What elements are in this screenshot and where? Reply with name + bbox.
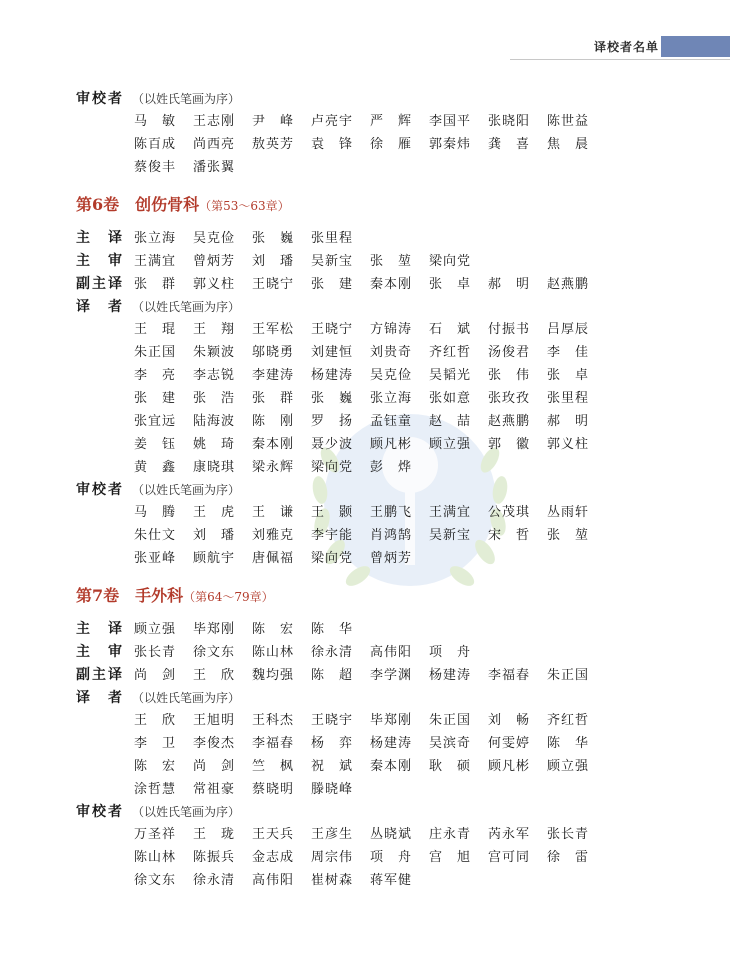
person-name: 方锦涛 [370,322,413,337]
person-name: 张里程 [547,391,590,406]
person-name: 陈振兵 [193,850,236,865]
person-name: 王 欣 [193,668,236,683]
person-name: 陈 宏 [134,759,177,774]
person-name: 梁向党 [429,254,472,269]
person-name: 王满宜 [429,505,472,520]
person-name: 杨 弈 [311,736,354,751]
role-label: 主 译 [76,230,124,246]
role-row [76,273,636,296]
header-rule [510,59,730,60]
ordering-note: （以姓氏笔画为序） [132,483,241,497]
ordering-note: （以姓氏笔画为序） [132,92,241,106]
person-name: 张 建 [311,277,354,292]
person-name: 曾炳芳 [193,254,236,269]
person-name: 王晓宇 [311,713,354,728]
person-name: 丛雨轩 [547,505,590,520]
person-name: 张 巍 [311,391,354,406]
role-label: 译 者 [76,299,124,315]
person-name: 张 浩 [193,391,236,406]
person-name: 王旭明 [193,713,236,728]
person-name: 张 伟 [488,368,531,383]
person-name: 张晓阳 [488,114,531,129]
person-name: 王鹏飞 [370,505,413,520]
person-name: 丛晓斌 [370,827,413,842]
person-name: 聂少波 [311,437,354,452]
person-name: 陆海波 [193,414,236,429]
person-name: 王晓宁 [311,322,354,337]
person-name: 李 亮 [134,368,177,383]
person-name: 石 斌 [429,322,472,337]
person-name: 张亚峰 [134,551,177,566]
person-name: 顾航宇 [193,551,236,566]
person-name: 陈世益 [547,114,590,129]
person-name: 朱颖波 [193,345,236,360]
person-name: 王天兵 [252,827,295,842]
person-name: 耿 硕 [429,759,472,774]
person-name: 王 虎 [193,505,236,520]
person-name: 马 敏 [134,114,177,129]
person-name: 孟钰童 [370,414,413,429]
person-name: 高伟阳 [252,873,295,888]
ordering-note: （以姓氏笔画为序） [132,691,241,705]
person-name: 齐红哲 [429,345,472,360]
person-name: 宫 旭 [429,850,472,865]
person-name: 唐佩福 [252,551,295,566]
person-name: 刘建恒 [311,345,354,360]
volume-name: 第6卷 创伤骨科 [76,195,200,214]
person-name: 张立海 [134,231,177,246]
person-name: 赵 喆 [429,414,472,429]
person-name: 李俊杰 [193,736,236,751]
person-name: 焦 晨 [547,137,590,152]
person-name: 罗 扬 [311,414,354,429]
volume-chapters: （第64～79章） [183,590,274,604]
person-name: 朱仕文 [134,528,177,543]
role-label: 审校者 [76,91,124,107]
person-name: 郭 徽 [488,437,531,452]
person-name: 杨建涛 [370,736,413,751]
person-name: 公茂琪 [488,505,531,520]
role-label: 主 审 [76,644,124,660]
role-row [76,664,636,687]
person-name: 严 辉 [370,114,413,129]
person-name: 毕郑刚 [370,713,413,728]
person-name: 马 腾 [134,505,177,520]
person-name: 芮永军 [488,827,531,842]
person-name: 徐 雁 [370,137,413,152]
person-name: 杨建涛 [429,668,472,683]
person-name: 龚 喜 [488,137,531,152]
person-name: 刘 璠 [252,254,295,269]
person-name: 杨建涛 [311,368,354,383]
person-name: 张 建 [134,391,177,406]
person-name: 陈山林 [134,850,177,865]
person-name: 陈百成 [134,137,177,152]
person-name: 王 欣 [134,713,177,728]
person-name: 徐永清 [193,873,236,888]
person-name: 张长青 [547,827,590,842]
role-row [76,88,636,179]
person-name: 吕厚辰 [547,322,590,337]
role-label: 副主译 [76,667,124,683]
person-name: 秦本刚 [370,277,413,292]
person-name: 项 舟 [429,645,472,660]
person-name: 徐文东 [193,645,236,660]
volume-title [76,584,636,608]
person-name: 郝 明 [547,414,590,429]
header-color-tab [661,36,730,57]
person-name: 邬晓勇 [252,345,295,360]
person-name: 张宜远 [134,414,177,429]
person-name: 赵燕鹏 [547,277,590,292]
person-name: 张 群 [252,391,295,406]
running-header-title: 译校者名单 [594,40,660,54]
name-grid [134,618,636,641]
person-name: 金志成 [252,850,295,865]
person-name: 徐永清 [311,645,354,660]
person-name: 王军松 [252,322,295,337]
person-name: 陈 华 [311,622,354,637]
person-name: 顾立强 [134,622,177,637]
person-name: 高伟阳 [370,645,413,660]
person-name: 敖英芳 [252,137,295,152]
person-name: 卢亮宇 [311,114,354,129]
person-name: 王科杰 [252,713,295,728]
person-name: 秦本刚 [370,759,413,774]
person-name: 蔡晓明 [252,782,295,797]
person-name: 姚 琦 [193,437,236,452]
person-name: 宫可同 [488,850,531,865]
person-name: 李建涛 [252,368,295,383]
volume-section [76,584,636,892]
person-name: 尚 剑 [193,759,236,774]
person-name: 潘张翼 [193,160,236,175]
person-name: 尚西亮 [193,137,236,152]
person-name: 李志锐 [193,368,236,383]
volume-title [76,193,636,217]
person-name: 滕晓峰 [311,782,354,797]
person-name: 祝 斌 [311,759,354,774]
person-name: 郝 明 [488,277,531,292]
person-name: 徐文东 [134,873,177,888]
person-name: 梁永辉 [252,460,295,475]
person-name: 吴克俭 [193,231,236,246]
person-name: 姜 钰 [134,437,177,452]
person-name: 袁 锋 [311,137,354,152]
volume-section [76,193,636,570]
person-name: 徐 雷 [547,850,590,865]
person-name: 付振书 [488,322,531,337]
person-name: 李学渊 [370,668,413,683]
person-name: 陈 超 [311,668,354,683]
person-name: 李国平 [429,114,472,129]
person-name: 王晓宁 [252,277,295,292]
person-name: 张 群 [134,277,177,292]
person-name: 陈 宏 [252,622,295,637]
person-name: 毕郑刚 [193,622,236,637]
volume-chapters: （第53～63章） [199,199,290,213]
person-name: 顾凡彬 [370,437,413,452]
person-name: 张 卓 [429,277,472,292]
person-name: 肖鸿鹄 [370,528,413,543]
person-name: 张 巍 [252,231,295,246]
person-name: 陈 华 [547,736,590,751]
person-name: 王 谦 [252,505,295,520]
person-name: 张长青 [134,645,177,660]
person-name: 曾炳芳 [370,551,413,566]
person-name: 郭秦炜 [429,137,472,152]
name-grid [134,296,636,479]
person-name: 常祖豪 [193,782,236,797]
person-name: 涂哲慧 [134,782,177,797]
person-name: 张如意 [429,391,472,406]
person-name: 郭义柱 [547,437,590,452]
person-name: 彭 烨 [370,460,413,475]
person-name: 顾立强 [547,759,590,774]
person-name: 何雯婷 [488,736,531,751]
person-name: 王满宜 [134,254,177,269]
role-label: 主 译 [76,621,124,637]
person-name: 陈 刚 [252,414,295,429]
person-name: 吴新宝 [311,254,354,269]
name-grid [134,664,636,687]
role-row [76,687,636,801]
person-name: 王 珑 [193,827,236,842]
person-name: 吴新宝 [429,528,472,543]
person-name: 崔树森 [311,873,354,888]
name-grid [134,250,636,273]
name-grid [134,227,636,250]
person-name: 梁向党 [311,460,354,475]
person-name: 尹 峰 [252,114,295,129]
person-name: 张 堃 [547,528,590,543]
person-name: 朱正国 [134,345,177,360]
person-name: 王 颢 [311,505,354,520]
person-name: 顾立强 [429,437,472,452]
person-name: 王志刚 [193,114,236,129]
volume-section [76,88,636,179]
person-name: 朱正国 [429,713,472,728]
volume-name: 第7卷 手外科 [76,586,184,605]
person-name: 李宇能 [311,528,354,543]
role-row [76,618,636,641]
person-name: 魏均强 [252,668,295,683]
role-label: 主 审 [76,253,124,269]
person-name: 朱正国 [547,668,590,683]
person-name: 庄永青 [429,827,472,842]
person-name: 刘 畅 [488,713,531,728]
person-name: 刘 璠 [193,528,236,543]
person-name: 尚 剑 [134,668,177,683]
person-name: 陈山林 [252,645,295,660]
role-label: 审校者 [76,804,124,820]
person-name: 张玫孜 [488,391,531,406]
person-name: 张立海 [370,391,413,406]
person-name: 汤俊君 [488,345,531,360]
person-name: 张里程 [311,231,354,246]
name-grid [134,273,636,296]
person-name: 吴滨奇 [429,736,472,751]
person-name: 秦本刚 [252,437,295,452]
role-label: 译 者 [76,690,124,706]
person-name: 顾凡彬 [488,759,531,774]
person-name: 吴韬光 [429,368,472,383]
person-name: 蔡俊丰 [134,160,177,175]
person-name: 李 卫 [134,736,177,751]
person-name: 李福春 [488,668,531,683]
person-name: 王 琨 [134,322,177,337]
person-name: 刘贵奇 [370,345,413,360]
role-row [76,479,636,570]
person-name: 赵燕鹏 [488,414,531,429]
person-name: 李福春 [252,736,295,751]
person-name: 王彦生 [311,827,354,842]
ordering-note: （以姓氏笔画为序） [132,300,241,314]
role-row [76,250,636,273]
role-label: 审校者 [76,482,124,498]
person-name: 张 卓 [547,368,590,383]
person-name: 王 翔 [193,322,236,337]
name-grid [134,641,636,664]
name-list-content [76,88,636,906]
role-row [76,227,636,250]
person-name: 黄 鑫 [134,460,177,475]
person-name: 蒋军健 [370,873,413,888]
role-row [76,801,636,892]
person-name: 万圣祥 [134,827,177,842]
person-name: 康晓琪 [193,460,236,475]
role-row [76,641,636,664]
person-name: 宋 哲 [488,528,531,543]
person-name: 齐红哲 [547,713,590,728]
role-row [76,296,636,479]
person-name: 张 堃 [370,254,413,269]
person-name: 郭义柱 [193,277,236,292]
ordering-note: （以姓氏笔画为序） [132,805,241,819]
person-name: 竺 枫 [252,759,295,774]
person-name: 李 佳 [547,345,590,360]
person-name: 梁向党 [311,551,354,566]
role-label: 副主译 [76,276,124,292]
person-name: 周宗伟 [311,850,354,865]
person-name: 吴克俭 [370,368,413,383]
person-name: 项 舟 [370,850,413,865]
person-name: 刘雅克 [252,528,295,543]
